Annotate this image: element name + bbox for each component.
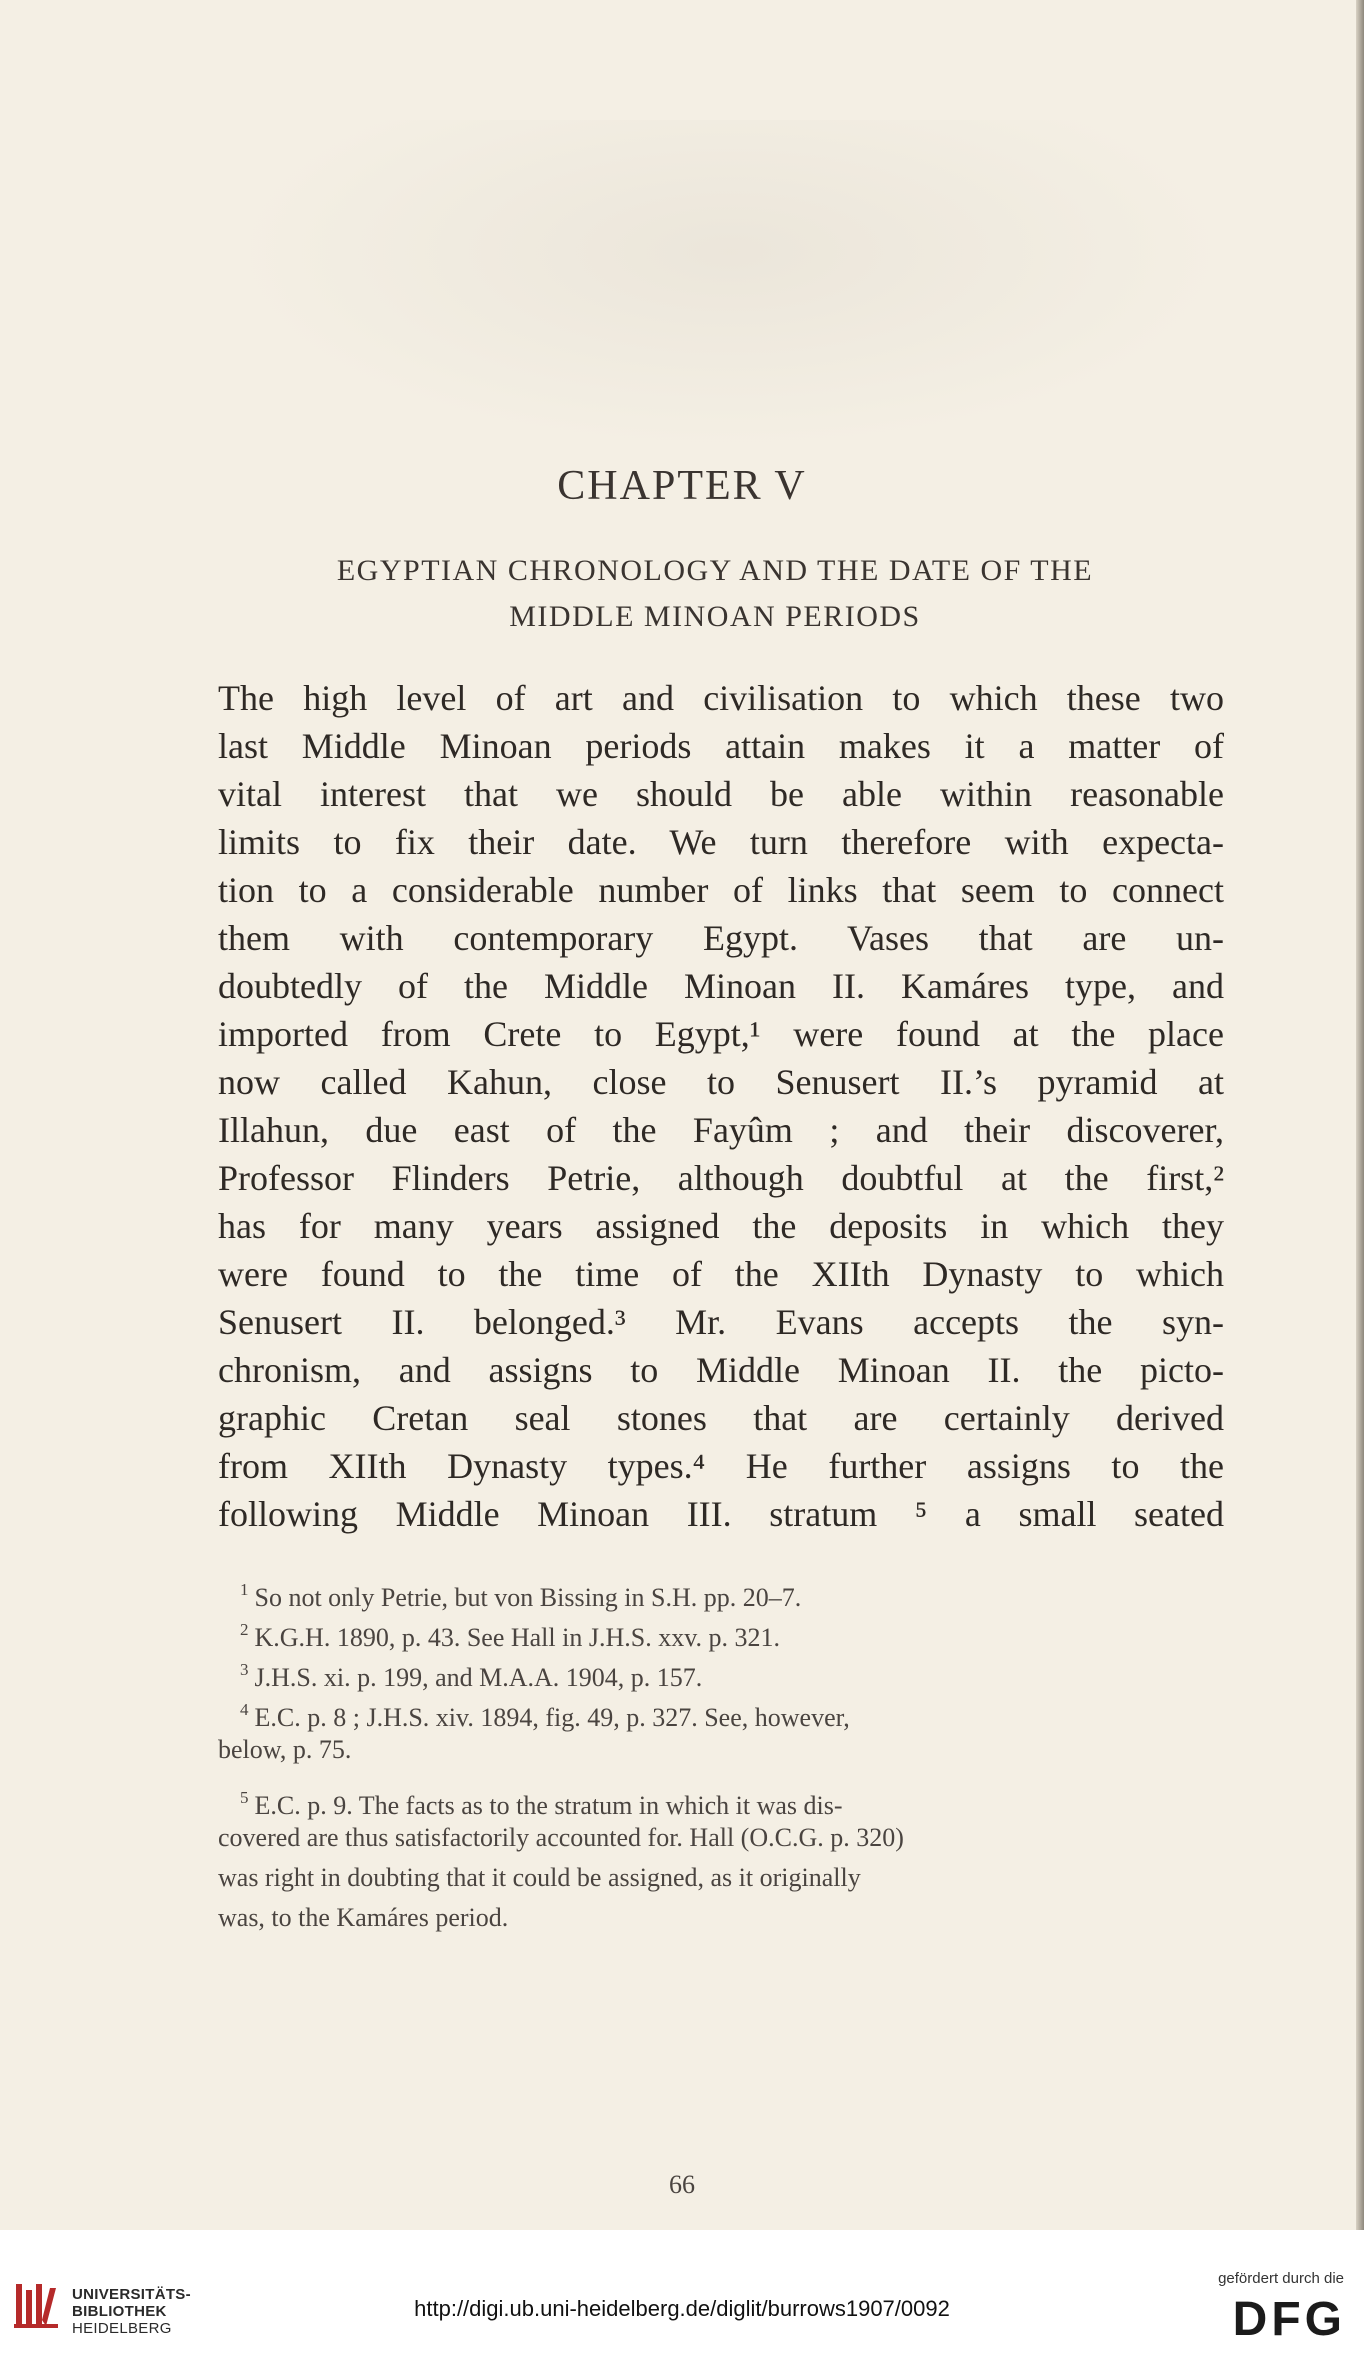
body-line: tion to a considerable number of links that seem to connect bbox=[218, 870, 1224, 910]
digitization-footer bbox=[0, 2230, 1364, 2363]
footnote-mark: 4 bbox=[240, 1700, 249, 1719]
footnote-text: K.G.H. 1890, p. 43. See Hall in J.H.S. xxv. p. 321. bbox=[254, 1623, 781, 1652]
dfg-logo: DFG bbox=[1232, 2293, 1346, 2346]
footnote bbox=[0, 1780, 1364, 1820]
footnote-text: covered are thus satisfactorily accounted for. Hall (O.C.G. p. 320) bbox=[218, 1823, 904, 1852]
body-line: Senusert II. belonged.³ Mr. Evans accepts the syn- bbox=[218, 1302, 1224, 1342]
body-line: imported from Crete to Egypt,¹ were found at the place bbox=[218, 1014, 1224, 1054]
footnote bbox=[0, 1652, 1364, 1692]
footnote-mark: 2 bbox=[240, 1620, 249, 1639]
body-line: from XIIth Dynasty types.⁴ He further assigns to the bbox=[218, 1446, 1224, 1486]
footnote-mark: 5 bbox=[240, 1788, 249, 1807]
body-line: last Middle Minoan periods attain makes it a matter of bbox=[218, 726, 1224, 766]
footnote-text: below, p. 75. bbox=[218, 1735, 352, 1764]
footnote-text: So not only Petrie, but von Bissing in S.H. pp. 20–7. bbox=[254, 1583, 802, 1612]
footnote-mark: 1 bbox=[240, 1580, 249, 1599]
footnote-text: E.C. p. 8 ; J.H.S. xiv. 1894, fig. 49, p. 327. See, however, bbox=[254, 1703, 850, 1732]
body-line: Professor Flinders Petrie, although doubtful at the first,² bbox=[218, 1158, 1224, 1198]
body-line: limits to fix their date. We turn therefore with expecta- bbox=[218, 822, 1224, 862]
body-line: vital interest that we should be able within reasonable bbox=[218, 774, 1224, 814]
footnote-mark: 3 bbox=[240, 1660, 249, 1679]
body-line: graphic Cretan seal stones that are certainly derived bbox=[218, 1398, 1224, 1438]
body-line: Illahun, due east of the Fayûm ; and their discoverer, bbox=[218, 1110, 1224, 1150]
footnote bbox=[0, 1612, 1364, 1652]
body-line: doubtedly of the Middle Minoan II. Kamáres type, and bbox=[218, 966, 1224, 1006]
footnote-continuation bbox=[0, 1900, 1364, 1936]
footnote-continuation bbox=[0, 1732, 1364, 1768]
footnote-text: E.C. p. 9. The facts as to the stratum in which it was dis- bbox=[254, 1791, 843, 1820]
body-line: The high level of art and civilisation to which these two bbox=[218, 678, 1224, 718]
body-line: following Middle Minoan III. stratum ⁵ a small seated bbox=[218, 1494, 1224, 1534]
body-line: them with contemporary Egypt. Vases that are un- bbox=[218, 918, 1224, 958]
footnote bbox=[0, 1572, 1364, 1612]
library-name-line: HEIDELBERG bbox=[72, 2320, 172, 2337]
footnote-continuation bbox=[0, 1860, 1364, 1896]
chapter-title: CHAPTER V bbox=[557, 463, 807, 509]
footnote-text: was right in doubting that it could be assigned, as it originally bbox=[218, 1863, 861, 1892]
footnote-text: J.H.S. xi. p. 199, and M.A.A. 1904, p. 157. bbox=[254, 1663, 703, 1692]
library-name-line: BIBLIOTHEK bbox=[72, 2303, 167, 2320]
funded-by-label: gefördert durch die bbox=[1218, 2270, 1344, 2287]
permalink-url[interactable]: http://digi.ub.uni-heidelberg.de/diglit/burrows1907/0092 bbox=[414, 2296, 950, 2321]
footnote bbox=[0, 1692, 1364, 1732]
page-number: 66 bbox=[669, 2170, 695, 2199]
show-through-bleed bbox=[230, 120, 1230, 450]
body-line: has for many years assigned the deposits in which they bbox=[218, 1206, 1224, 1246]
footnote-continuation bbox=[0, 1820, 1364, 1856]
footnote-text: was, to the Kamáres period. bbox=[218, 1903, 509, 1932]
library-name-line: UNIVERSITÄTS- bbox=[72, 2286, 191, 2303]
chapter-subtitle bbox=[180, 548, 1250, 640]
subtitle-line: EGYPTIAN CHRONOLOGY AND THE DATE OF THE bbox=[336, 554, 1094, 587]
body-line: were found to the time of the XIIth Dynasty to which bbox=[218, 1254, 1224, 1294]
subtitle-line: MIDDLE MINOAN PERIODS bbox=[509, 600, 921, 633]
body-line: now called Kahun, close to Senusert II.’s pyramid at bbox=[218, 1062, 1224, 1102]
body-line: chronism, and assigns to Middle Minoan II. the picto- bbox=[218, 1350, 1224, 1390]
